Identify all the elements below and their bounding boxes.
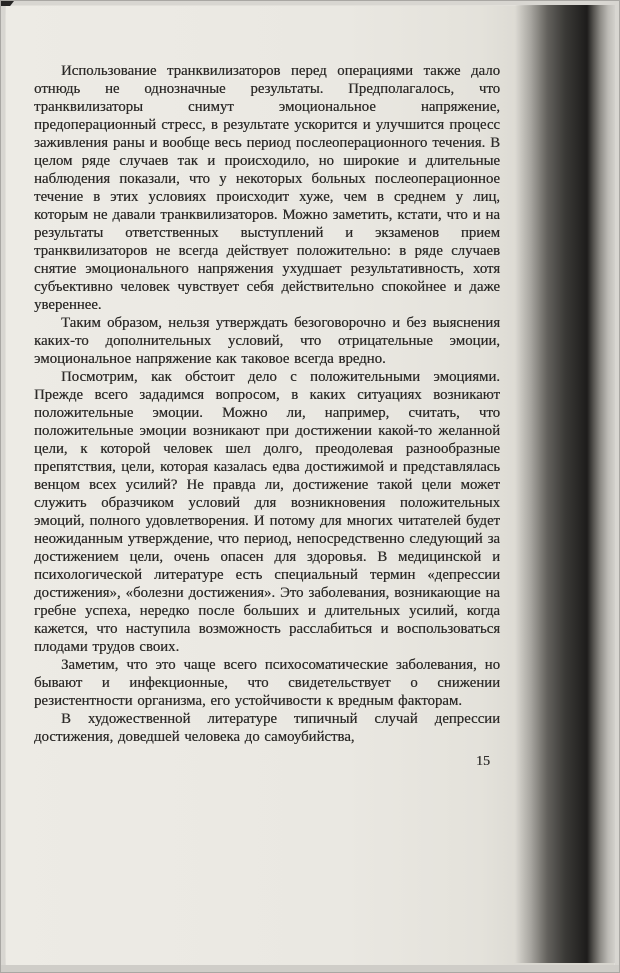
paragraph: В художественной литературе типичный случай депрессии достижения, доведшей человека до самоубийства, <box>34 711 500 745</box>
paragraph: Заметим, что это чаще всего психосоматические заболевания, но бывают и инфекционные, что свидетельствует о снижении резистентности организма, его устойчивости к вредным факторам. <box>34 657 500 709</box>
paragraph: Посмотрим, как обстоит дело с положительными эмоциями. Прежде всего зададимся вопросом, в каких ситуациях возникают положительные эмоции. Можно ли, например, считать, что положительные эмоции возникают при достижении какой-то желанной цели, к которой человек шел долго, преодолевая разнообразные препятствия, цели, которая казалась едва достижимой и представлялась венцом всех усилий? Не правда ли, достижение такой цели может служить образчиком условий для возникновения положительных эмоций, полного удовлетворения. И потому для многих читателей будет неожиданным утверждение, что период, непосредственно следующий за достижением цели, очень опасен для здоровья. В медицинской и психологической литературе есть специальный термин «депрессии достижения», «болезни достижения». Это заболевания, возникающие на гребне успеха, нередко после больших и длительных усилий, когда кажется, что наступила возможность расслабиться и воспользоваться плодами трудов своих. <box>34 369 500 655</box>
page-number: 15 <box>476 754 490 769</box>
book-edge <box>587 5 615 963</box>
page-edge-shadow <box>515 5 587 963</box>
paragraph: Использование транквилизаторов перед операциями также дало отнюдь не однозначные результаты. Предполагалось, что транквилизаторы снимут эмоциональное напряжение, предоперационный стресс, в результате ускорится и улучшится процесс заживления раны и вообще весь период послеоперационного течения. В целом ряде случаев так и происходило, но широкие и длительные наблюдения показали, что у некоторых больных послеоперационное течение в этих условиях происходит хуже, чем в среднем у лиц, которым не давали транквилизаторов. Можно заметить, кстати, что и на результаты ответственных выступлений и экзаменов прием транквилизаторов не всегда действует положительно: в ряде случаев снятие эмоционального напряжения ухудшает результативность, хотя субъективно человек чувствует себя действительно спокойнее и даже увереннее. <box>34 63 500 313</box>
paragraph: Таким образом, нельзя утверждать безоговорочно и без выяснения каких-то дополнительных условий, что отрицательные эмоции, эмоциональное напряжение как таковое всегда вредно. <box>34 315 500 367</box>
scan-bottom-edge <box>1 965 619 972</box>
text-block <box>34 62 500 771</box>
